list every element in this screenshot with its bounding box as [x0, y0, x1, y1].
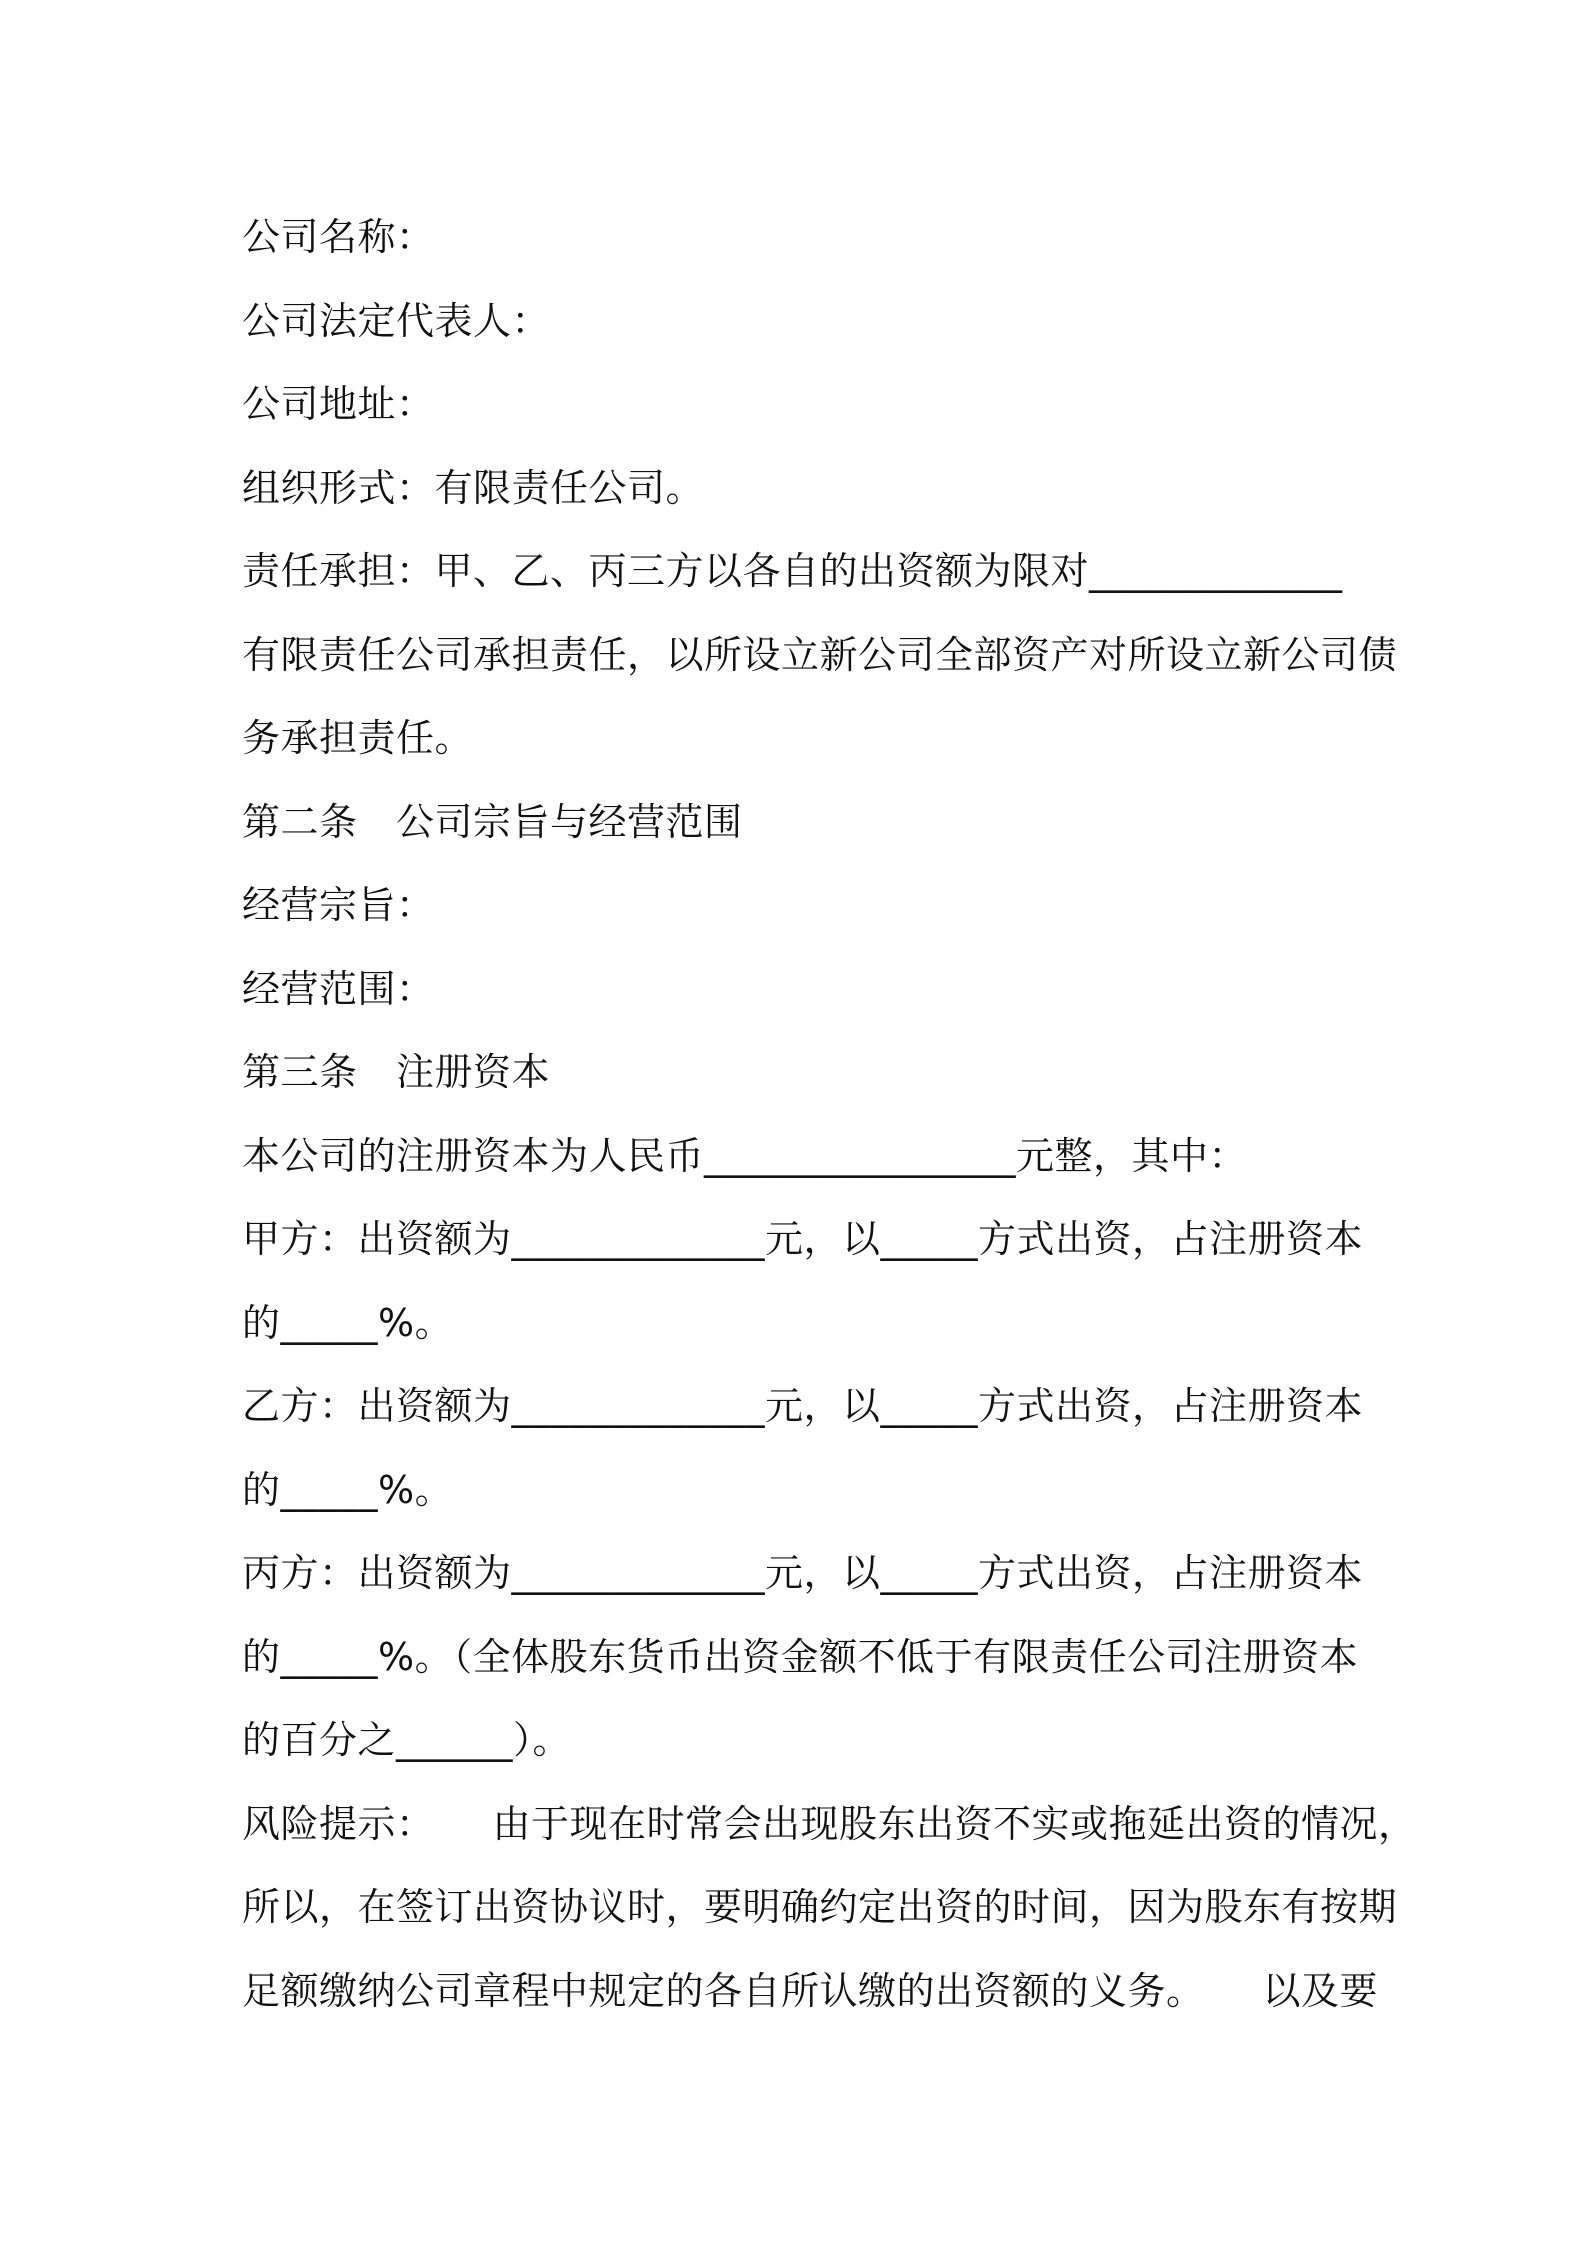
liability-paragraph-line-1: 责任承担：甲、乙、丙三方以各自的出资额为限对_____________: [242, 549, 1343, 593]
risk-notice-line-1: 风险提示： 由于现在时常会出现股东出资不实或拖延出资的情况，: [242, 1801, 1417, 1846]
party-c-contribution-line-3: 的百分之______）。: [242, 1718, 572, 1762]
party-a-contribution-line-2: 的_____%。: [242, 1300, 454, 1345]
liability-paragraph-line-3: 务承担责任。: [242, 716, 474, 760]
field-business-scope: 经营范围：: [242, 966, 435, 1011]
registered-capital-line: 本公司的注册资本为人民币________________元整，其中：: [242, 1133, 1248, 1178]
party-c-contribution-line-1: 丙方：出资额为_____________元，以_____方式出资，占注册资本: [242, 1551, 1364, 1595]
field-business-purpose: 经营宗旨：: [242, 883, 435, 927]
article-3-heading: 第三条 注册资本: [242, 1050, 551, 1094]
article-2-heading: 第二条 公司宗旨与经营范围: [242, 799, 743, 844]
party-c-contribution-line-2: 的_____%。（全体股东货币出资金额不低于有限责任公司注册资本: [242, 1634, 1359, 1679]
field-company-name: 公司名称：: [242, 215, 435, 259]
party-a-contribution-line-1: 甲方：出资额为_____________元，以_____方式出资，占注册资本: [242, 1217, 1364, 1261]
party-b-contribution-line-2: 的_____%。: [242, 1467, 454, 1512]
field-legal-representative: 公司法定代表人：: [242, 298, 551, 343]
party-b-contribution-line-1: 乙方：出资额为_____________元，以_____方式出资，占注册资本: [242, 1384, 1364, 1428]
field-company-address: 公司地址：: [242, 382, 435, 426]
liability-paragraph-line-2: 有限责任公司承担责任，以所设立新公司全部资产对所设立新公司债: [242, 632, 1398, 677]
risk-notice-line-2: 所以，在签订出资协议时，要明确约定出资的时间，因为股东有按期: [242, 1885, 1398, 1929]
document-body: [242, 196, 1417, 2033]
risk-notice-line-3: 足额缴纳公司章程中规定的各自所认缴的出资额的义务。 以及要: [242, 1968, 1379, 2013]
field-organization-form: 组织形式：有限责任公司。: [242, 465, 705, 510]
